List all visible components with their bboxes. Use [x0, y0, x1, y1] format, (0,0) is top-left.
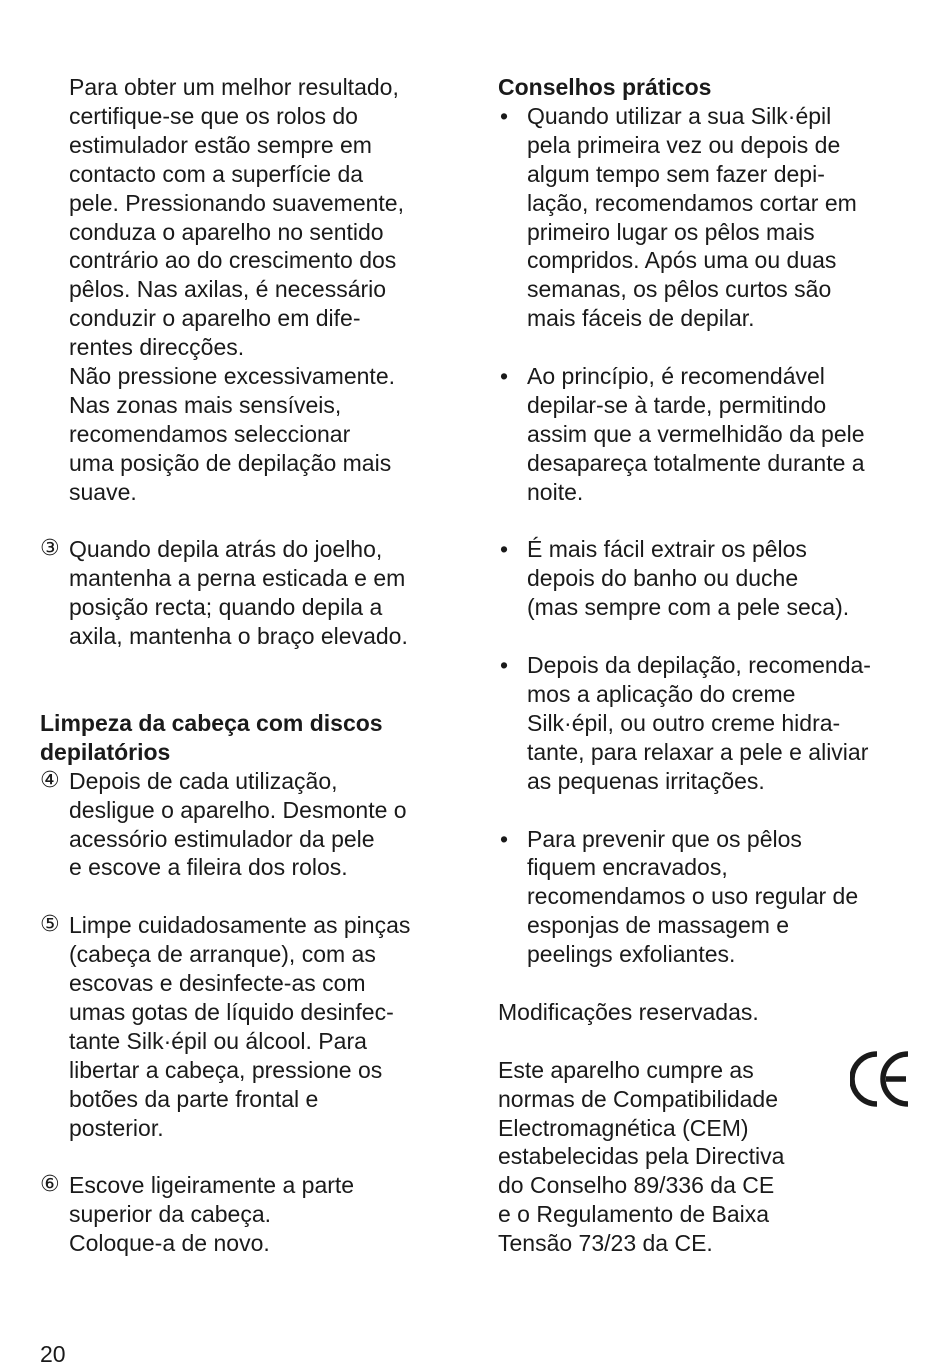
text-line: tante Silk·épil ou álcool. Para	[69, 1027, 367, 1054]
intro-paragraph	[40, 73, 460, 507]
step-3	[40, 535, 460, 651]
text-line: e o Regulamento de Baixa	[498, 1201, 770, 1228]
text-line: noite.	[527, 478, 584, 505]
step-6	[40, 1171, 460, 1258]
text-line: estimulador estão sempre em	[69, 131, 372, 158]
right-column	[498, 73, 918, 1258]
text-line: lação, recomendamos cortar em	[527, 189, 857, 216]
text-line: peelings exfoliantes.	[527, 941, 736, 968]
text-line: do Conselho 89/336 da CE	[498, 1172, 775, 1199]
text-line: pele. Pressionando suavemente,	[69, 189, 404, 216]
text-line: posição recta; quando depila a	[69, 594, 383, 621]
text-line: umas gotas de líquido desinfec-	[69, 998, 394, 1025]
text-line: certifique-se que os rolos do	[69, 102, 358, 129]
text-line: conduzir o aparelho em dife-	[69, 305, 361, 332]
tip-item	[498, 651, 918, 796]
text-line: Depois da depilação, recomenda-	[527, 652, 871, 679]
step-number: ⑥	[40, 1172, 60, 1198]
text-line: Escove ligeiramente a parte	[69, 1172, 355, 1199]
text-line: conduza o aparelho no sentido	[69, 218, 384, 245]
text-line: libertar a cabeça, pressione os	[69, 1056, 383, 1083]
text-line: suave.	[69, 478, 137, 505]
text-line: Quando depila atrás do joelho,	[69, 536, 383, 563]
heading-line: depilatórios	[40, 738, 171, 765]
tips-heading	[498, 73, 918, 102]
text-line: Electromagnética (CEM)	[498, 1114, 749, 1141]
text-line: estabelecidas pela Directiva	[498, 1143, 785, 1170]
text-line: depilar-se à tarde, permitindo	[527, 391, 827, 418]
text-line: contacto com a superfície da	[69, 160, 364, 187]
bullet-icon: •	[500, 536, 509, 563]
text-line: uma posição de depilação mais	[69, 449, 392, 476]
text-line: acessório estimulador da pele	[69, 825, 375, 852]
left-column	[40, 73, 460, 1258]
text-line: Limpe cuidadosamente as pinças	[69, 912, 411, 939]
text-line: Coloque-a de novo.	[69, 1230, 270, 1257]
text-line: Silk·épil, ou outro creme hidra-	[527, 709, 841, 736]
text-line: primeiro lugar os pêlos mais	[527, 218, 815, 245]
text-line: desapareça totalmente durante a	[527, 449, 865, 476]
step-4	[40, 767, 460, 883]
text-line: escovas e desinfecte-as com	[69, 970, 366, 997]
text-line: superior da cabeça.	[69, 1201, 272, 1228]
text-line: assim que a vermelhidão da pele	[527, 420, 865, 447]
heading-line: Limpeza da cabeça com discos	[40, 709, 383, 736]
text-line: recomendamos seleccionar	[69, 420, 351, 447]
tip-item	[498, 535, 918, 622]
text-line: Para prevenir que os pêlos	[527, 825, 802, 852]
text-line: Este aparelho cumpre as	[498, 1056, 754, 1083]
step-number: ③	[40, 536, 60, 562]
page-number: 20	[40, 1341, 66, 1367]
text-line: compridos. Após uma ou duas	[527, 247, 837, 274]
text-line: contrário ao do crescimento dos	[69, 247, 397, 274]
text-line: mais fáceis de depilar.	[527, 305, 755, 332]
text-line: Modificações reservadas.	[498, 998, 759, 1025]
text-line: semanas, os pêlos curtos são	[527, 276, 832, 303]
text-line: Depois de cada utilização,	[69, 767, 338, 794]
text-line: Quando utilizar a sua Silk·épil	[527, 102, 832, 129]
text-line: tante, para relaxar a pele e aliviar	[527, 738, 869, 765]
modifications-note	[498, 998, 918, 1027]
tip-item	[498, 102, 918, 333]
section-heading	[40, 709, 460, 767]
heading-line: Conselhos práticos	[498, 74, 712, 100]
text-line: Nas zonas mais sensíveis,	[69, 391, 342, 418]
compliance-paragraph	[498, 1056, 918, 1258]
text-line: algum tempo sem fazer depi-	[527, 160, 825, 187]
text-line: botões da parte frontal e	[69, 1085, 319, 1112]
text-line: normas de Compatibilidade	[498, 1085, 778, 1112]
text-line: Para obter um melhor resultado,	[69, 74, 399, 100]
bullet-icon: •	[500, 825, 509, 852]
tip-item	[498, 825, 918, 970]
bullet-icon: •	[500, 102, 509, 129]
text-line: as pequenas irritações.	[527, 767, 765, 794]
text-line: mos a aplicação do creme	[527, 680, 796, 707]
text-line: Ao princípio, é recomendável	[527, 363, 825, 390]
step-5	[40, 911, 460, 1142]
text-line: Tensão 73/23 da CE.	[498, 1230, 713, 1257]
text-line: desligue o aparelho. Desmonte o	[69, 796, 407, 823]
text-line: depois do banho ou duche	[527, 565, 799, 592]
text-line: e escove a fileira dos rolos.	[69, 854, 348, 881]
bullet-icon: •	[500, 363, 509, 390]
text-line: mantenha a perna esticada e em	[69, 565, 406, 592]
text-line: pêlos. Nas axilas, é necessário	[69, 276, 387, 303]
text-line: esponjas de massagem e	[527, 912, 790, 939]
text-line: (mas sempre com a pele seca).	[527, 594, 850, 621]
text-line: axila, mantenha o braço elevado.	[69, 623, 408, 650]
text-line: recomendamos o uso regular de	[527, 883, 859, 910]
step-number: ④	[40, 767, 60, 793]
text-line: pela primeira vez ou depois de	[527, 131, 841, 158]
tip-item	[498, 362, 918, 507]
text-line: (cabeça de arranque), com as	[69, 941, 376, 968]
text-line: É mais fácil extrair os pêlos	[527, 536, 807, 563]
bullet-icon: •	[500, 652, 509, 679]
text-line: fiquem encravados,	[527, 854, 728, 881]
step-number: ⑤	[40, 912, 60, 938]
text-line: Não pressione excessivamente.	[69, 363, 395, 390]
ce-mark-icon	[850, 1046, 910, 1112]
text-line: rentes direcções.	[69, 334, 245, 361]
text-line: posterior.	[69, 1114, 164, 1141]
